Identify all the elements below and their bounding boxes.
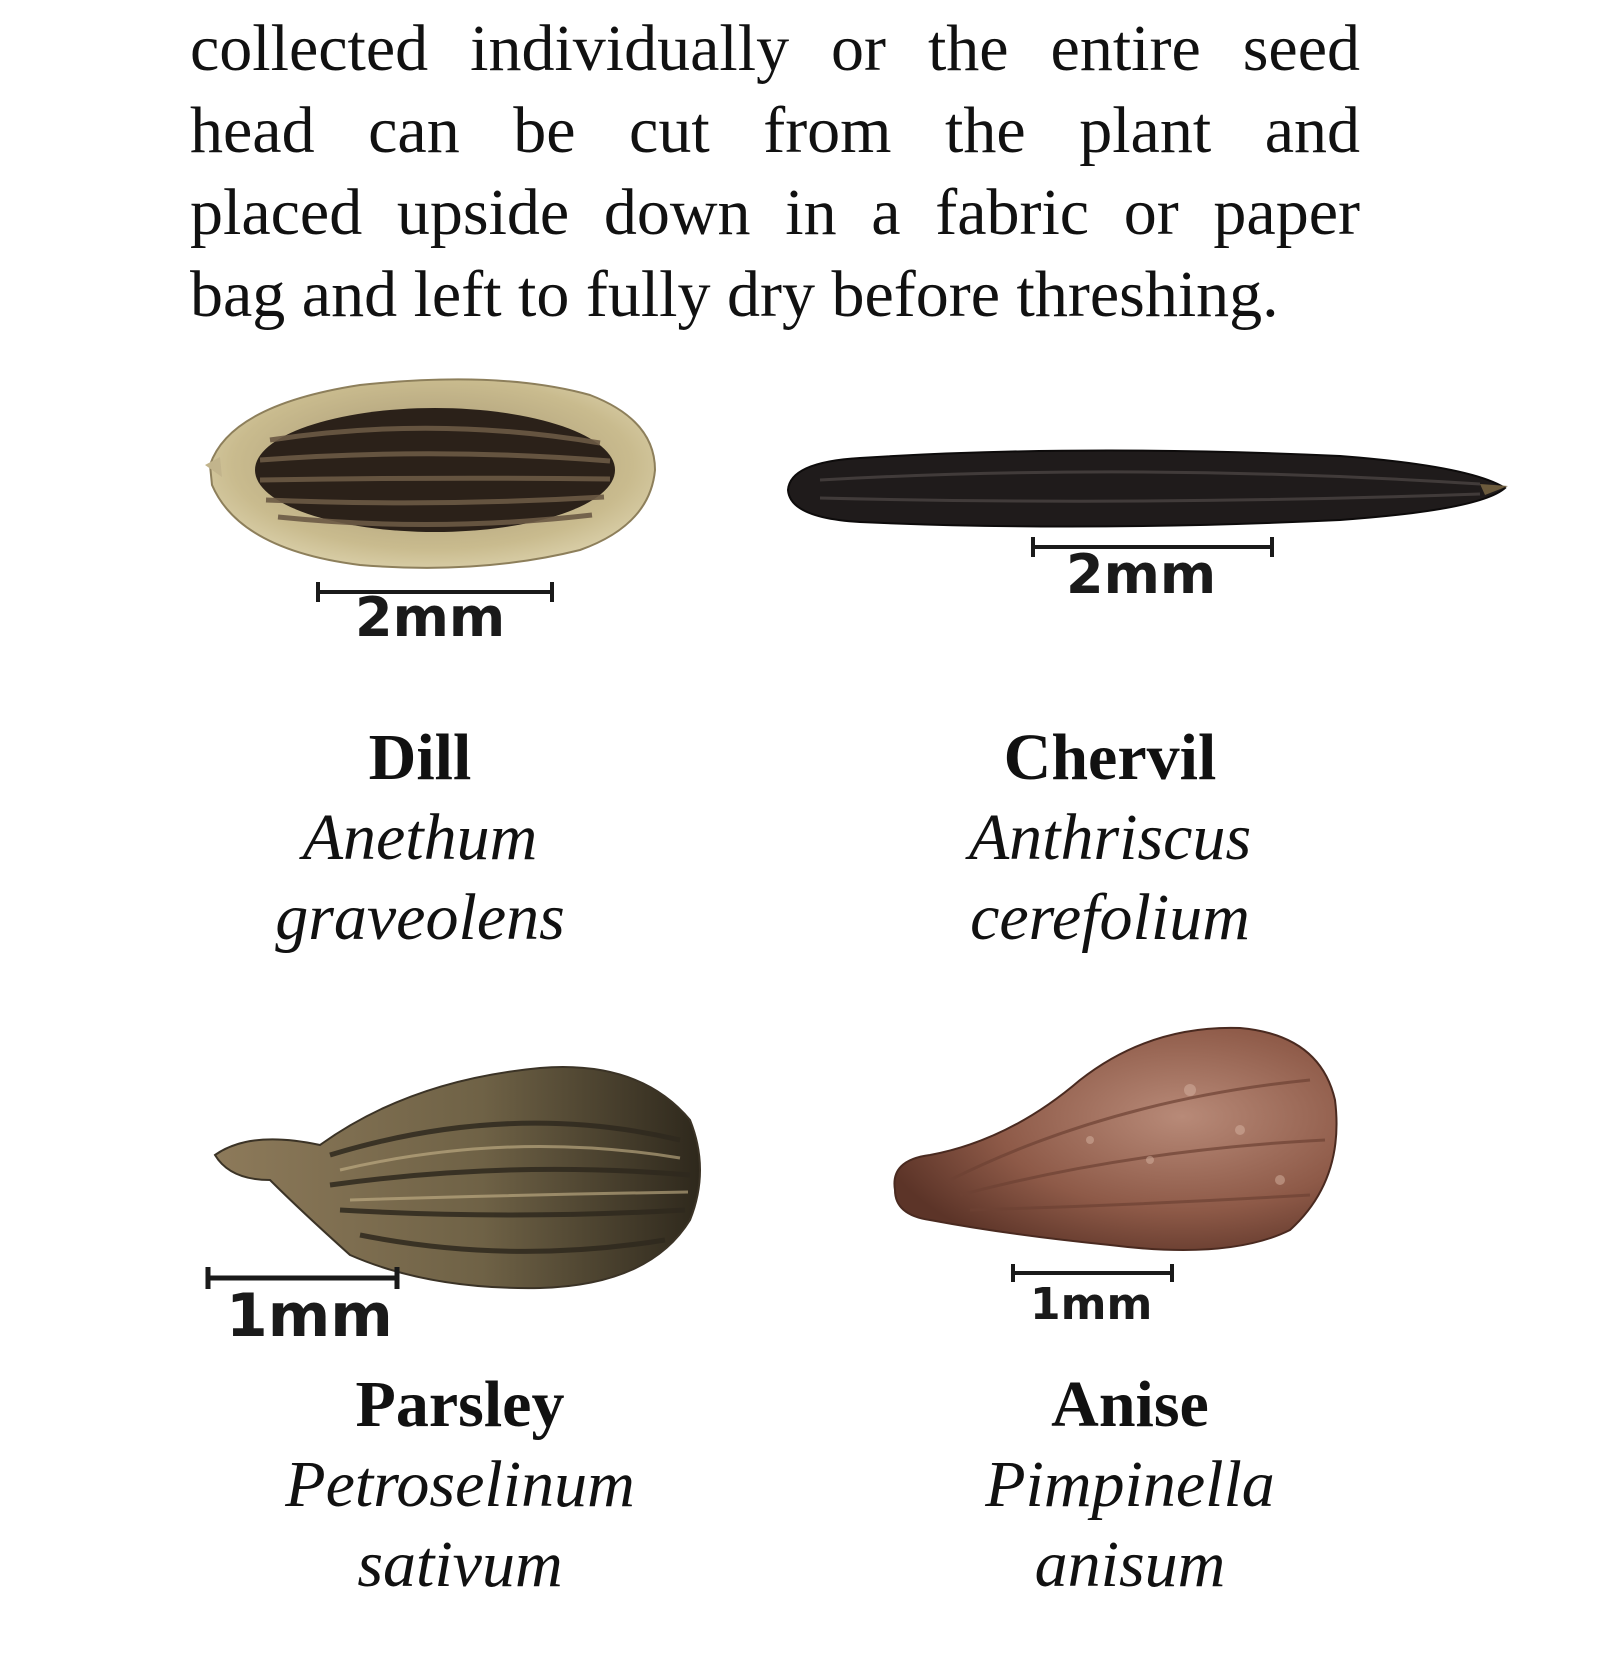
parsley-scale-label: 1mm [226, 1281, 393, 1351]
paragraph-line: collected individually or the entire seed [190, 12, 1360, 85]
common-name: Anise [1051, 1368, 1209, 1441]
body-paragraph [190, 8, 1360, 336]
parsley-caption [240, 1365, 680, 1605]
anise-seed-image [890, 1020, 1350, 1260]
common-name: Chervil [1003, 721, 1217, 794]
latin-name: sativum [357, 1528, 563, 1601]
common-name: Parsley [355, 1368, 565, 1441]
chervil-caption [890, 718, 1330, 958]
chervil-scale-label: 2mm [1066, 543, 1217, 606]
latin-name: Pimpinella [985, 1448, 1275, 1521]
paragraph-line: bag and left to fully dry before threshing. [190, 258, 1279, 331]
latin-name: graveolens [275, 881, 565, 954]
latin-name: Petroselinum [285, 1448, 635, 1521]
paragraph-line: placed upside down in a fabric or paper [190, 176, 1360, 249]
dill-caption [230, 718, 610, 958]
anise-caption [930, 1365, 1330, 1605]
latin-name: cerefolium [970, 881, 1250, 954]
latin-name: Anethum [302, 801, 538, 874]
common-name: Dill [368, 721, 472, 794]
latin-name: anisum [1034, 1528, 1226, 1601]
latin-name: Anthriscus [968, 801, 1252, 874]
parsley-seed-image [210, 1060, 710, 1295]
dill-scale-label: 2mm [355, 586, 506, 649]
anise-scale-label: 1mm [1030, 1279, 1153, 1330]
dill-seed-image [200, 365, 660, 580]
paragraph-line: head can be cut from the plant and [190, 94, 1360, 167]
chervil-seed-image [780, 440, 1510, 535]
